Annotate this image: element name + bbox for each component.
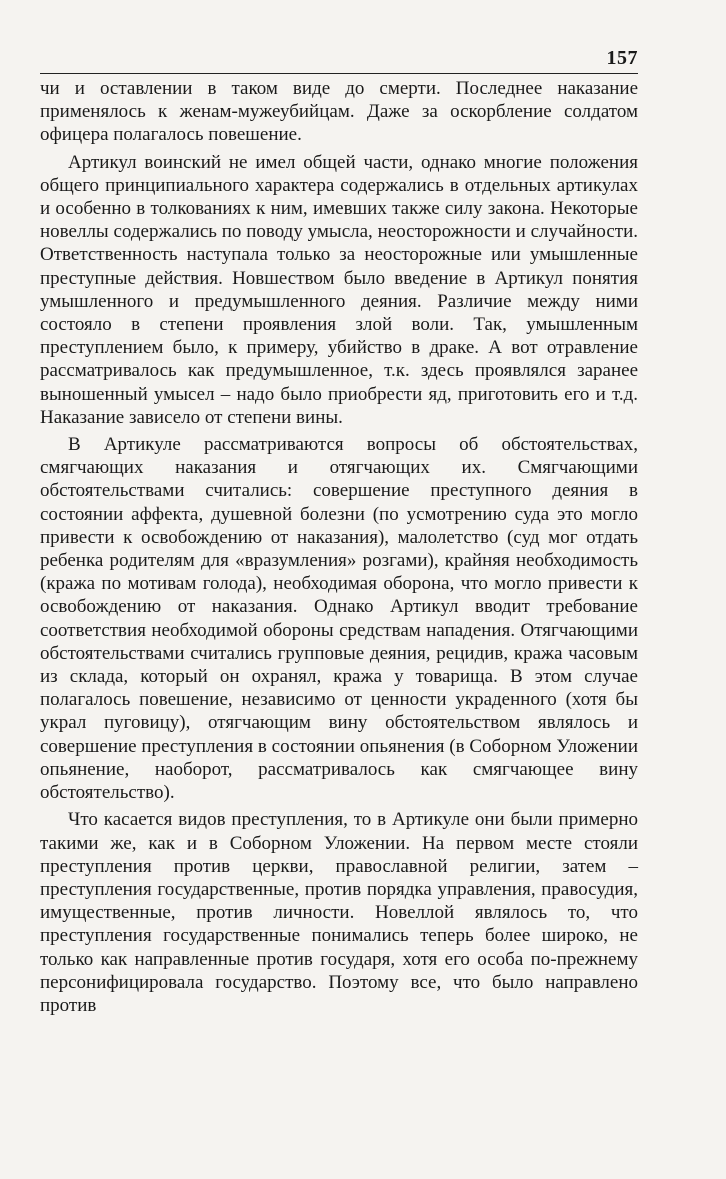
header-rule xyxy=(40,73,638,74)
paragraph-1: чи и оставлении в таком виде до смерти. Последнее наказание применялось к женам-мужеубийцам. Даже за оскорбление солдатом офицера полагалось повешение. xyxy=(40,78,638,146)
body-text xyxy=(40,77,638,1021)
paragraph-3: В Артикуле рассматриваются вопросы об обстоятельствах, смягчающих наказания и отягчающих их. Смягчающими обстоятельствами считались: совершение преступного деяния в состоянии аффекта, душевной болезни (по усмотрению суда это могло привести к освобождению от наказания), малолетство (суд мог отдать ребенка родителям для «вразумления» розгами), крайняя необходимость (кража по мотивам голода), необходимая оборона, что могло привести к освобождению от наказания. Однако Артикул вводит требование соответствия необходимой обороны средствам нападения. Отягчающими обстоятельствами считались групповые деяния, рецидив, кража часовым из склада, который он охранял, кража у товарища. В этом случае полагалось повешение, независимо от ценности украденного (хотя бы украл пуговицу), отягчающим вину обстоятельством являлось и совершение преступления в состоянии опьянения (в Соборном Уложении опьянение, наоборот, рассматривалось как смягчающее вину обстоятельство). xyxy=(40,434,638,804)
page-number: 157 xyxy=(606,47,638,69)
paragraph-4: Что касается видов преступления, то в Артикуле они были примерно такими же, как и в Соборном Уложении. На первом месте стояли преступления против церкви, православной религии, затем – преступления государственные, против порядка управления, правосудия, имущественные, против личности. Новеллой являлось то, что преступления государственные понимались теперь более широко, не только как направленные против государя, хотя его особа по-прежнему персонифицировала государство. Поэтому все, что было направлено против xyxy=(40,809,638,1016)
paragraph-2: Артикул воинский не имел общей части, однако многие положения общего принципиального характера содержались в отдельных артикулах и особенно в толкованиях к ним, имевших также силу закона. Некоторые новеллы содержались по поводу умысла, неосторожности и случайности. Ответственность наступала только за неосторожные или умышленные преступные действия. Новшеством было введение в Артикул понятия умышленного и предумышленного деяния. Различие между ними состояло в степени проявления злой воли. Так, умышленным преступлением было, к примеру, убийство в драке. А вот отравление рассматривалось как предумышленное, т.к. здесь проявлялся заранее выношенный умысел – надо было приобрести яд, приготовить его и т.д. Наказание зависело от степени вины. xyxy=(40,151,638,428)
